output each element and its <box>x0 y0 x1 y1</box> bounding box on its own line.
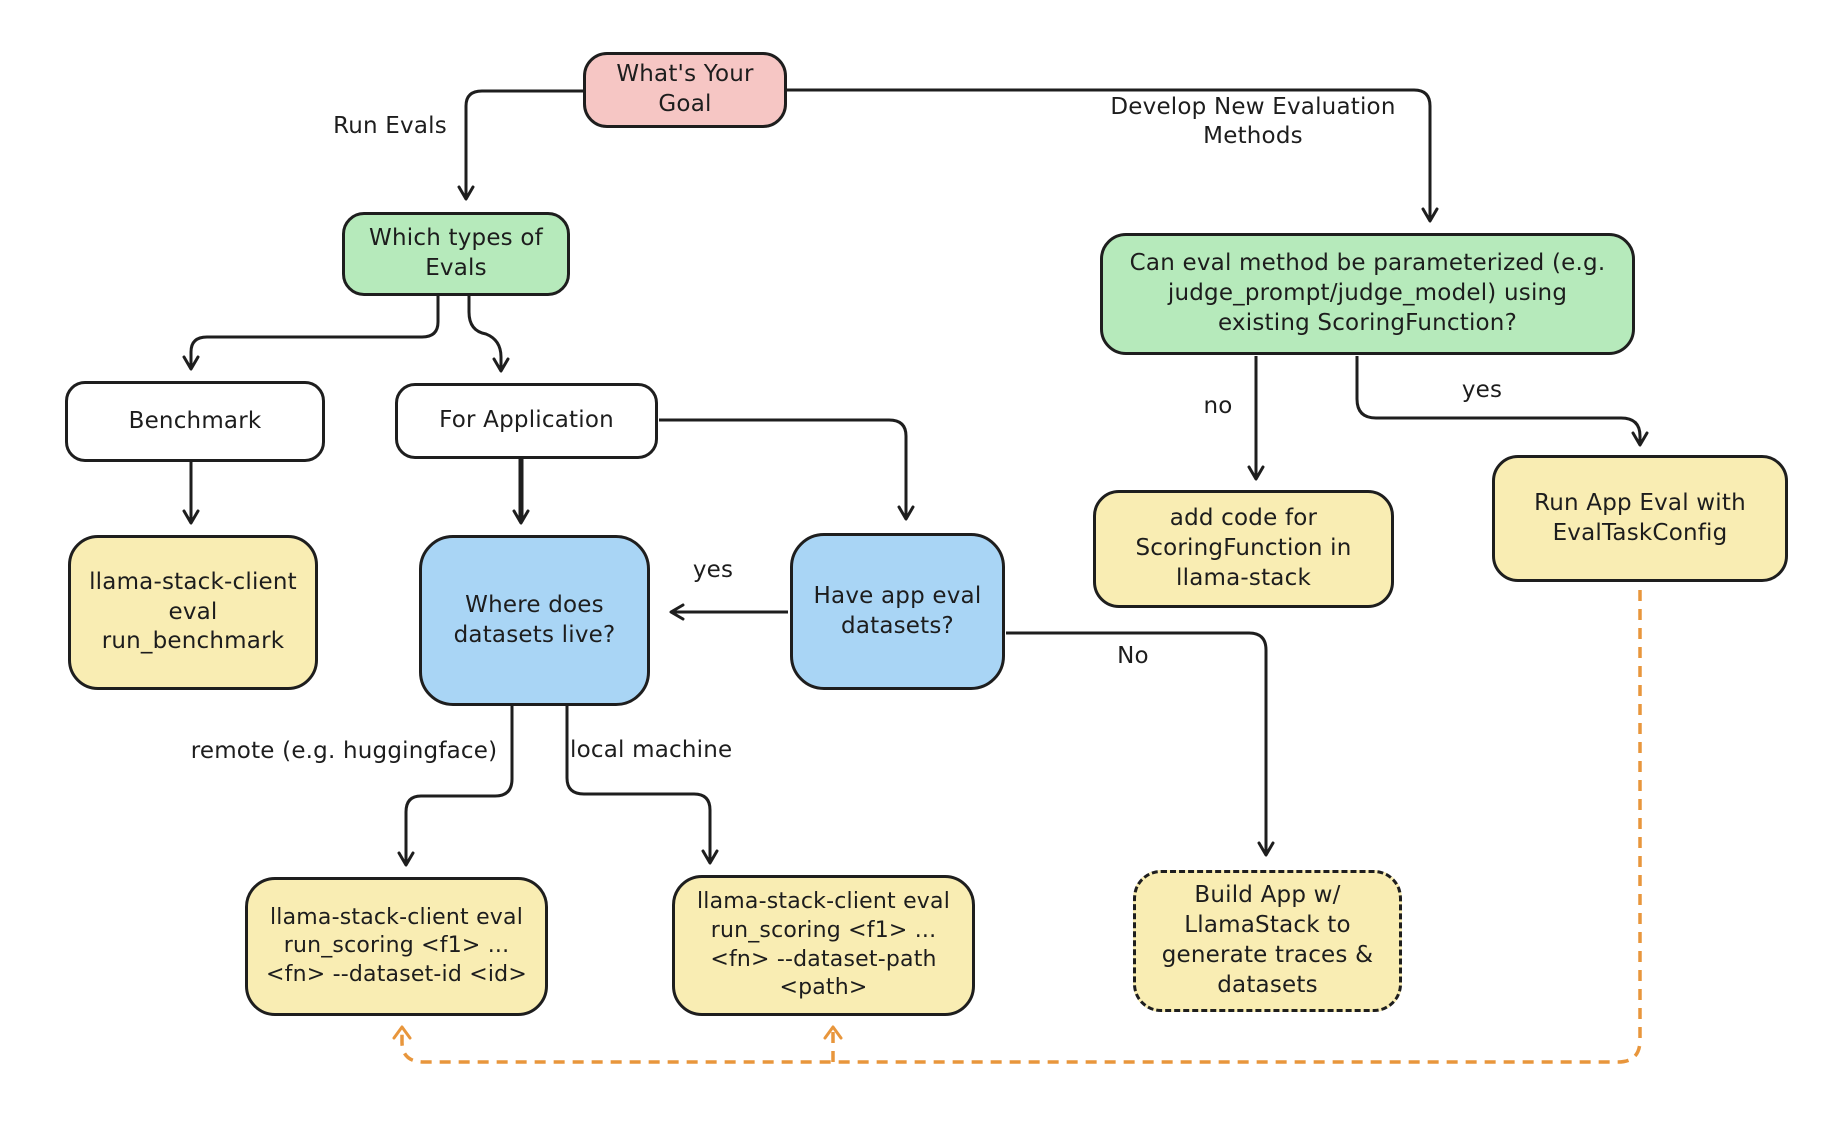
node-whats-your-goal: What's Your Goal <box>583 52 787 128</box>
edge-label-local-machine: local machine <box>570 737 733 763</box>
node-add-code-scoringfunction: add code for ScoringFunction in llama-stack <box>1093 490 1394 608</box>
edge-which-to-benchmark <box>191 296 438 368</box>
edge-where-remote <box>406 706 512 864</box>
edge-label-run-evals: Run Evals <box>333 113 447 139</box>
node-where-does-datasets-live: Where does datasets live? <box>419 535 650 706</box>
node-run-app-eval-evaltaskconfig: Run App Eval with EvalTaskConfig <box>1492 455 1788 582</box>
node-for-application: For Application <box>395 383 658 459</box>
edge-goal-to-which-types <box>466 91 583 198</box>
node-have-app-eval-datasets: Have app eval datasets? <box>790 533 1005 690</box>
edge-label-no-parameterize: no <box>1203 393 1233 419</box>
edge-label-yes-have-datasets: yes <box>692 557 734 583</box>
edge-label-develop-new-methods: Develop New Evaluation Methods <box>1110 94 1396 149</box>
edge-label-yes-parameterize: yes <box>1461 377 1503 403</box>
edge-label-remote-huggingface: remote (e.g. huggingface) <box>190 738 498 764</box>
node-build-app-llamastack: Build App w/ LlamaStack to generate traces & datasets <box>1133 870 1402 1012</box>
node-cmd-run-benchmark: llama-stack-client eval run_benchmark <box>68 535 318 690</box>
node-benchmark: Benchmark <box>65 381 325 462</box>
node-cmd-run-scoring-dataset-id: llama-stack-client eval run_scoring <f1> ... <fn> --dataset-id <id> <box>245 877 548 1016</box>
node-cmd-run-scoring-dataset-path: llama-stack-client eval run_scoring <f1> ... <fn> --dataset-path <path> <box>672 875 975 1016</box>
edge-where-local <box>567 706 710 862</box>
edge-forapp-to-have <box>659 420 906 518</box>
node-which-types-of-evals: Which types of Evals <box>342 212 570 296</box>
edge-label-no-have-datasets: No <box>1117 643 1149 669</box>
edge-which-to-forapp <box>469 296 501 370</box>
node-can-eval-method-parameterized: Can eval method be parameterized (e.g. judge_prompt/judge_model) using existing ScoringFunction? <box>1100 233 1635 355</box>
